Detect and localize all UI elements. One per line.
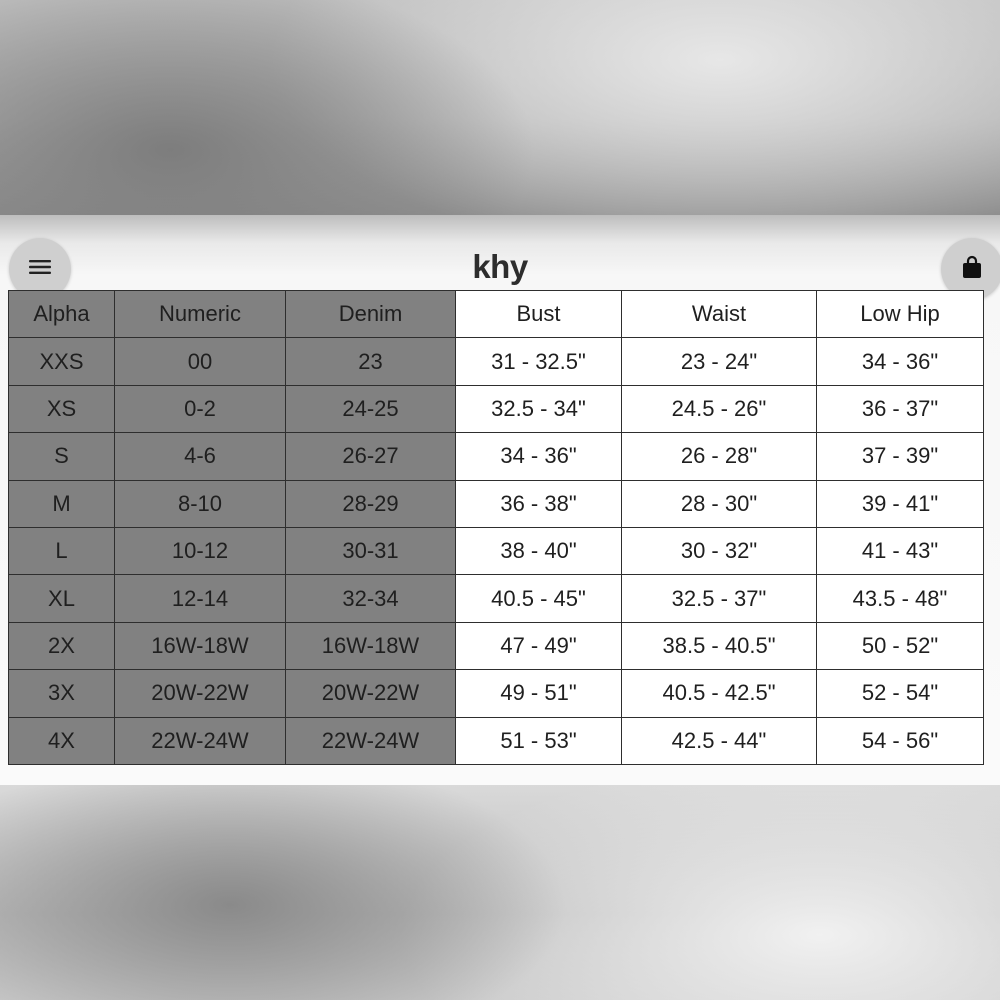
cell-denim: 28-29 <box>286 480 456 527</box>
cell-alpha: 2X <box>9 622 115 669</box>
size-guide-screen <box>0 215 1000 785</box>
cell-waist: 30 - 32" <box>622 527 817 574</box>
cell-denim: 20W-22W <box>286 670 456 717</box>
cell-alpha: XL <box>9 575 115 622</box>
cell-low-hip: 52 - 54" <box>817 670 984 717</box>
table-row <box>9 575 984 622</box>
header-bust: Bust <box>456 291 622 338</box>
header-waist: Waist <box>622 291 817 338</box>
blurred-background-bottom <box>0 785 1000 1000</box>
table-row <box>9 527 984 574</box>
cell-denim: 30-31 <box>286 527 456 574</box>
brand-logo[interactable]: khy <box>472 248 528 285</box>
cell-waist: 32.5 - 37" <box>622 575 817 622</box>
cell-low-hip: 36 - 37" <box>817 385 984 432</box>
table-header-row <box>9 291 984 338</box>
cell-low-hip: 39 - 41" <box>817 480 984 527</box>
cell-waist: 24.5 - 26" <box>622 385 817 432</box>
cell-bust: 51 - 53" <box>456 717 622 764</box>
cell-bust: 34 - 36" <box>456 433 622 480</box>
cell-denim: 16W-18W <box>286 622 456 669</box>
cell-waist: 38.5 - 40.5" <box>622 622 817 669</box>
cell-low-hip: 54 - 56" <box>817 717 984 764</box>
cell-numeric: 12-14 <box>115 575 286 622</box>
cell-bust: 32.5 - 34" <box>456 385 622 432</box>
cell-bust: 49 - 51" <box>456 670 622 717</box>
table-row <box>9 480 984 527</box>
cell-bust: 31 - 32.5" <box>456 338 622 385</box>
cell-denim: 23 <box>286 338 456 385</box>
cell-waist: 28 - 30" <box>622 480 817 527</box>
cell-numeric: 00 <box>115 338 286 385</box>
cell-waist: 26 - 28" <box>622 433 817 480</box>
cell-numeric: 10-12 <box>115 527 286 574</box>
cell-numeric: 8-10 <box>115 480 286 527</box>
table-row <box>9 622 984 669</box>
cell-waist: 42.5 - 44" <box>622 717 817 764</box>
cell-waist: 23 - 24" <box>622 338 817 385</box>
cell-bust: 47 - 49" <box>456 622 622 669</box>
cell-denim: 24-25 <box>286 385 456 432</box>
cell-low-hip: 34 - 36" <box>817 338 984 385</box>
size-chart-table <box>8 290 984 765</box>
cell-low-hip: 41 - 43" <box>817 527 984 574</box>
cell-alpha: M <box>9 480 115 527</box>
header-denim: Denim <box>286 291 456 338</box>
cell-bust: 40.5 - 45" <box>456 575 622 622</box>
cell-denim: 32-34 <box>286 575 456 622</box>
cell-numeric: 16W-18W <box>115 622 286 669</box>
cell-alpha: XS <box>9 385 115 432</box>
cell-alpha: XXS <box>9 338 115 385</box>
cell-low-hip: 50 - 52" <box>817 622 984 669</box>
cell-alpha: L <box>9 527 115 574</box>
table-row <box>9 385 984 432</box>
cell-numeric: 4-6 <box>115 433 286 480</box>
header-low-hip: Low Hip <box>817 291 984 338</box>
cell-low-hip: 37 - 39" <box>817 433 984 480</box>
table-row <box>9 670 984 717</box>
cell-bust: 38 - 40" <box>456 527 622 574</box>
shopping-bag-icon <box>961 255 983 284</box>
cell-waist: 40.5 - 42.5" <box>622 670 817 717</box>
cell-numeric: 22W-24W <box>115 717 286 764</box>
table-row <box>9 717 984 764</box>
cell-alpha: 4X <box>9 717 115 764</box>
cell-alpha: S <box>9 433 115 480</box>
cell-denim: 22W-24W <box>286 717 456 764</box>
blurred-background-top <box>0 0 1000 215</box>
header-alpha: Alpha <box>9 291 115 338</box>
header-numeric: Numeric <box>115 291 286 338</box>
table-row <box>9 433 984 480</box>
cell-numeric: 20W-22W <box>115 670 286 717</box>
cell-low-hip: 43.5 - 48" <box>817 575 984 622</box>
cell-bust: 36 - 38" <box>456 480 622 527</box>
cell-alpha: 3X <box>9 670 115 717</box>
table-row <box>9 338 984 385</box>
cell-numeric: 0-2 <box>115 385 286 432</box>
cell-denim: 26-27 <box>286 433 456 480</box>
